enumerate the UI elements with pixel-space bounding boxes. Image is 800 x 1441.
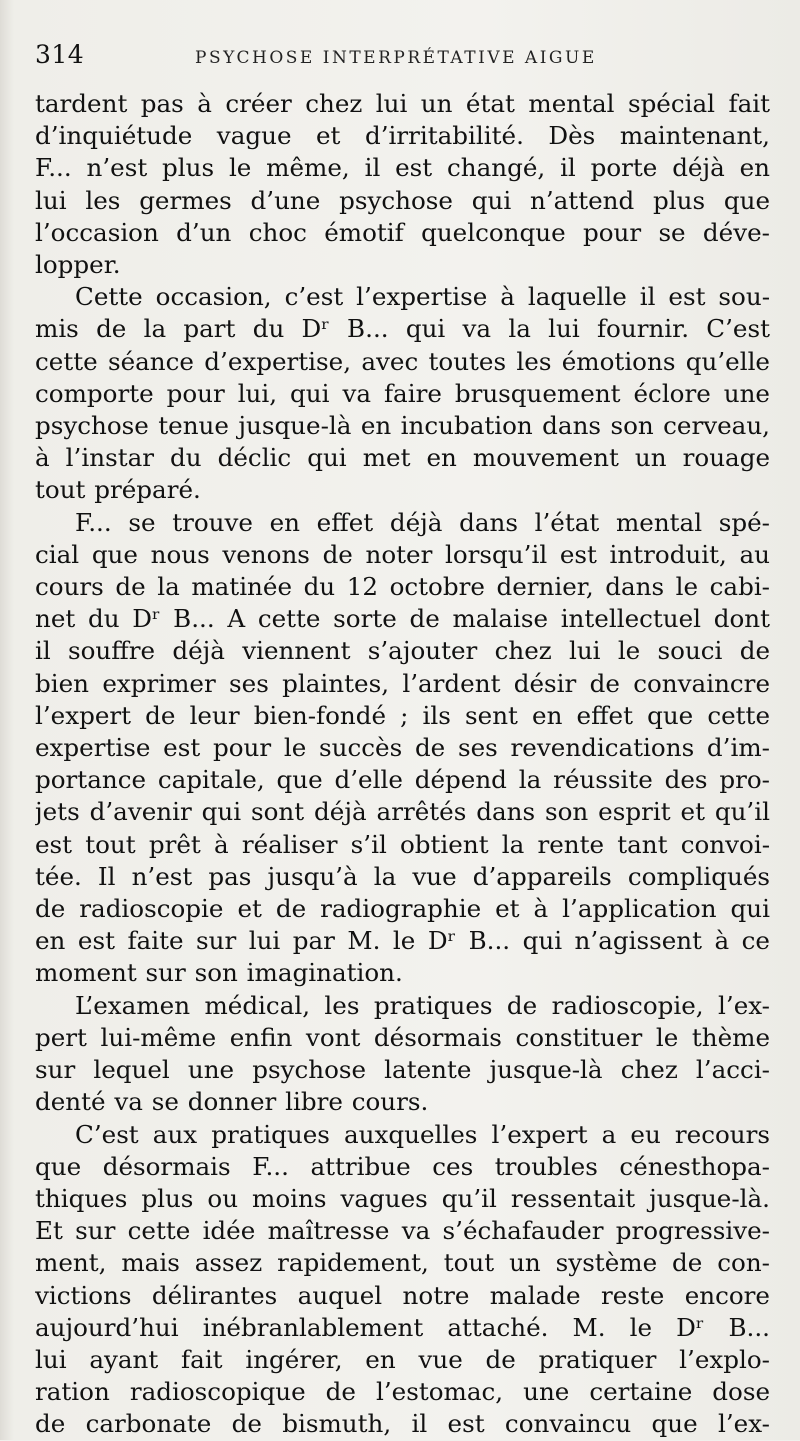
text-line: cial que nous venons de noter lorsqu’il est introduit, au	[35, 539, 770, 569]
text-line: de radioscopie et de radiographie et à l’application qui	[35, 894, 770, 924]
text-line: lui ayant fait ingérer, en vue de pratiquer l’explo-	[35, 1344, 770, 1374]
text-line: psychose tenue jusque-là en incubation dans son cerveau,	[35, 411, 770, 441]
text-line: il souffre déjà viennent s’ajouter chez lui le souci de	[35, 636, 770, 666]
text-line: net du Dʳ B... A cette sorte de malaise intellectuel dont	[35, 604, 770, 634]
text-line: l’expert de leur bien-fondé ; ils sent en effet que cette	[35, 700, 770, 730]
text-line: tardent pas à créer chez lui un état mental spécial fait	[35, 89, 770, 118]
text-line: de carbonate de bismuth, il est convaincu que l’ex-	[35, 1409, 770, 1439]
text-line: F... n’est plus le même, il est changé, il porte déjà en	[35, 153, 770, 183]
page-number: 314	[35, 40, 85, 69]
text-line: d’inquiétude vague et d’irritabilité. Dès maintenant,	[35, 121, 770, 151]
text-line: ment, mais assez rapidement, tout un système de con-	[35, 1248, 770, 1278]
body-text	[35, 88, 770, 1441]
text-line: C’est aux pratiques auxquelles l’expert a eu recours	[75, 1119, 770, 1149]
text-line: l’occasion d’un choc émotif quelconque pour se déve-	[35, 217, 770, 247]
text-line: à l’instar du déclic qui met en mouvement un rouage	[35, 443, 770, 473]
text-line: denté va se donner libre cours.	[35, 1087, 429, 1117]
running-title: PSYCHOSE INTERPRÉTATIVE AIGUE	[195, 48, 597, 68]
text-line: Et sur cette idée maîtresse va s’échafauder progressive-	[35, 1216, 770, 1246]
text-line: pert lui-même enfin vont désormais constituer le thème	[35, 1022, 770, 1052]
text-line: ration radioscopique de l’estomac, une certaine dose	[35, 1377, 770, 1407]
text-line: que désormais F... attribue ces troubles cénesthopa-	[35, 1151, 770, 1181]
text-line: Cette occasion, c’est l’expertise à laquelle il est sou-	[75, 282, 770, 312]
text-line: est tout prêt à réaliser s’il obtient la rente tant convoi-	[35, 829, 770, 859]
text-line: bien exprimer ses plaintes, l’ardent désir de convaincre	[35, 668, 770, 698]
text-line: sur lequel une psychose latente jusque-là chez l’acci-	[35, 1055, 770, 1085]
text-line: cette séance d’expertise, avec toutes les émotions qu’elle	[35, 346, 770, 376]
text-line: tée. Il n’est pas jusqu’à la vue d’appareils compliqués	[35, 861, 770, 891]
text-line: lui les germes d’une psychose qui n’attend plus que	[35, 185, 770, 215]
text-line: lopper.	[35, 250, 121, 280]
text-line: victions délirantes auquel notre malade reste encore	[35, 1280, 770, 1310]
text-line: F... se trouve en effet déjà dans l’état mental spé-	[75, 507, 770, 537]
text-line: jets d’avenir qui sont déjà arrêtés dans son esprit et qu’il	[35, 797, 770, 827]
text-line: mis de la part du Dʳ B... qui va la lui fournir. C’est	[35, 314, 770, 344]
text-line: expertise est pour le succès de ses revendications d’im-	[35, 733, 770, 763]
text-line: moment sur son imagination.	[35, 958, 403, 988]
text-line: thiques plus ou moins vagues qu’il ressentait jusque-là.	[35, 1183, 770, 1213]
text-line: L’examen médical, les pratiques de radioscopie, l’ex-	[75, 990, 770, 1020]
text-line: en est faite sur lui par M. le Dʳ B... qui n’agissent à ce	[35, 926, 770, 956]
text-line: cours de la matinée du 12 octobre dernier, dans le cabi-	[35, 572, 770, 602]
text-line: comporte pour lui, qui va faire brusquement éclore une	[35, 378, 770, 408]
page-header	[35, 40, 770, 82]
text-line: aujourd’hui inébranlablement attaché. M. le Dʳ B...	[35, 1312, 770, 1342]
text-line: tout préparé.	[35, 475, 201, 505]
text-line: portance capitale, que d’elle dépend la réussite des pro-	[35, 765, 770, 795]
